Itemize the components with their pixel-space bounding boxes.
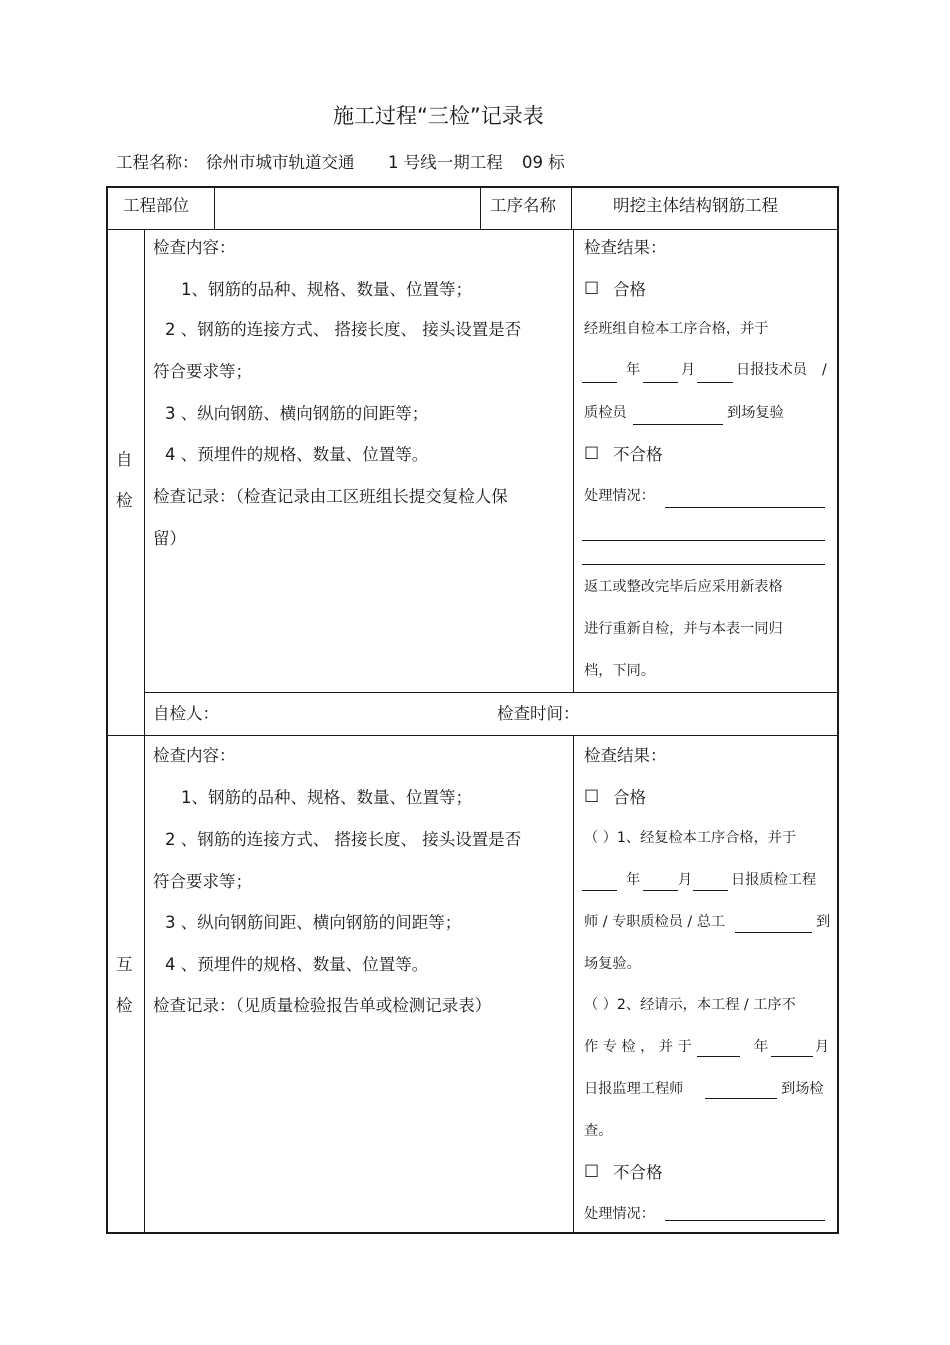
- self-day-report: 日报技术员: [736, 362, 807, 378]
- self-pass-checkbox[interactable]: ☐: [584, 279, 600, 299]
- mutual-result-label: 检查结果：: [584, 746, 667, 765]
- self-item-4: 4 、预埋件的规格、数量、位置等。: [165, 445, 429, 464]
- self-year-label: 年: [626, 362, 641, 378]
- mutual-item-2b: 符合要求等；: [153, 872, 252, 891]
- mutual-r1: （ ）1、经复检本工序合格，并于: [584, 830, 797, 846]
- mutual-day-blank[interactable]: [693, 890, 728, 891]
- mutual-r8: 查。: [584, 1123, 613, 1139]
- mutual-record-1: 检查记录：（见质量检验报告单或检测记录表）: [153, 996, 492, 1015]
- mutual-r6c: 月: [815, 1039, 830, 1055]
- self-note-1: 返工或整改完毕后应采用新表格: [584, 579, 783, 595]
- self-month-label: 月: [681, 362, 696, 378]
- project-name: 徐州市城市轨道交通: [206, 153, 355, 172]
- mutual-item-3: 3 、纵向钢筋间距、横向钢筋的间距等；: [165, 913, 462, 932]
- mutual-r5: （ ）2、经请示，本工程 / 工序不: [584, 997, 796, 1013]
- self-inspector-blank[interactable]: [633, 424, 723, 425]
- self-note-2: 进行重新自检，并与本表一同归: [584, 621, 783, 637]
- mutual-content-label: 检查内容：: [153, 746, 236, 765]
- self-item-2: 2 、钢筋的连接方式、 搭接长度、 接头设置是否: [165, 320, 522, 339]
- self-checker-label: 自检人：: [153, 704, 219, 723]
- project-label: 工程名称：: [116, 153, 199, 172]
- mutual-r3: 师 / 专职质检员 / 总工: [584, 914, 726, 930]
- self-record-1: 检查记录：（检查记录由工区班组长提交复检人保: [153, 487, 508, 506]
- self-fail-label: 不合格: [613, 445, 663, 464]
- mutual-r6b: 年: [754, 1039, 769, 1055]
- mutual-check-side-label-2: 检: [116, 996, 133, 1015]
- self-item-2b: 符合要求等；: [153, 362, 252, 381]
- self-note-3: 档，下同。: [584, 663, 655, 679]
- self-handle-blank-2[interactable]: [582, 540, 825, 541]
- self-year-blank[interactable]: [582, 382, 617, 383]
- mutual-year-label: 年: [626, 872, 641, 888]
- mutual-r6-month-blank[interactable]: [771, 1056, 813, 1057]
- mutual-item-2: 2 、钢筋的连接方式、 搭接长度、 接头设置是否: [165, 830, 522, 849]
- mutual-fail-label: 不合格: [613, 1163, 663, 1182]
- mutual-r6a: 作 专 检 ， 并 于: [584, 1039, 692, 1055]
- mutual-month-label: 月: [678, 872, 693, 888]
- mutual-r7: 日报监理工程师: [584, 1081, 684, 1097]
- mutual-r3-blank[interactable]: [735, 932, 812, 933]
- project-line: 1 号线一期工程: [388, 153, 503, 172]
- self-handle-blank-1[interactable]: [665, 507, 825, 508]
- self-item-3: 3 、纵向钢筋、横向钢筋的间距等；: [165, 404, 429, 423]
- self-pass-label: 合格: [613, 280, 646, 299]
- process-label: 工序名称: [490, 196, 556, 215]
- self-handle-label: 处理情况：: [584, 488, 655, 504]
- self-record-2: 留）: [153, 529, 186, 548]
- self-result-label: 检查结果：: [584, 238, 667, 257]
- mutual-pass-checkbox[interactable]: ☐: [584, 787, 600, 807]
- process-value: 明挖主体结构钢筋工程: [613, 196, 778, 215]
- self-check-side-label-1: 自: [116, 450, 133, 469]
- self-item-1: 1、钢筋的品种、规格、数量、位置等；: [181, 280, 472, 299]
- page-title: 施工过程“三检”记录表: [333, 104, 544, 128]
- mutual-r2-tail: 日报质检工程: [731, 872, 817, 888]
- mutual-month-blank[interactable]: [643, 890, 678, 891]
- self-pass-text: 经班组自检本工序合格，并于: [584, 321, 769, 337]
- mutual-r4: 场复验。: [584, 956, 641, 972]
- self-arrive-label: 到场复验: [727, 405, 784, 421]
- part-label: 工程部位: [123, 196, 189, 215]
- self-month-blank[interactable]: [643, 382, 678, 383]
- self-handle-blank-3[interactable]: [582, 564, 825, 565]
- mutual-r3-tail: 到: [816, 914, 831, 930]
- mutual-check-side-label-1: 互: [116, 955, 133, 974]
- self-slash: /: [822, 362, 827, 378]
- mutual-r7-tail: 到场检: [781, 1081, 824, 1097]
- self-content-label: 检查内容：: [153, 238, 236, 257]
- mutual-handle-label: 处理情况：: [584, 1206, 655, 1222]
- mutual-handle-blank[interactable]: [665, 1220, 825, 1221]
- mutual-pass-label: 合格: [613, 788, 646, 807]
- self-time-label: 检查时间：: [497, 704, 580, 723]
- mutual-year-blank[interactable]: [582, 890, 617, 891]
- mutual-fail-checkbox[interactable]: ☐: [584, 1162, 600, 1182]
- mutual-item-1: 1、钢筋的品种、规格、数量、位置等；: [181, 788, 472, 807]
- project-section: 09 标: [522, 153, 565, 172]
- mutual-item-4: 4 、预埋件的规格、数量、位置等。: [165, 955, 429, 974]
- mutual-r7-blank[interactable]: [705, 1098, 777, 1099]
- self-fail-checkbox[interactable]: ☐: [584, 444, 600, 464]
- self-day-blank[interactable]: [697, 382, 733, 383]
- self-check-side-label-2: 检: [116, 491, 133, 510]
- self-inspector-label: 质检员: [584, 405, 627, 421]
- mutual-r6-year-blank[interactable]: [697, 1056, 740, 1057]
